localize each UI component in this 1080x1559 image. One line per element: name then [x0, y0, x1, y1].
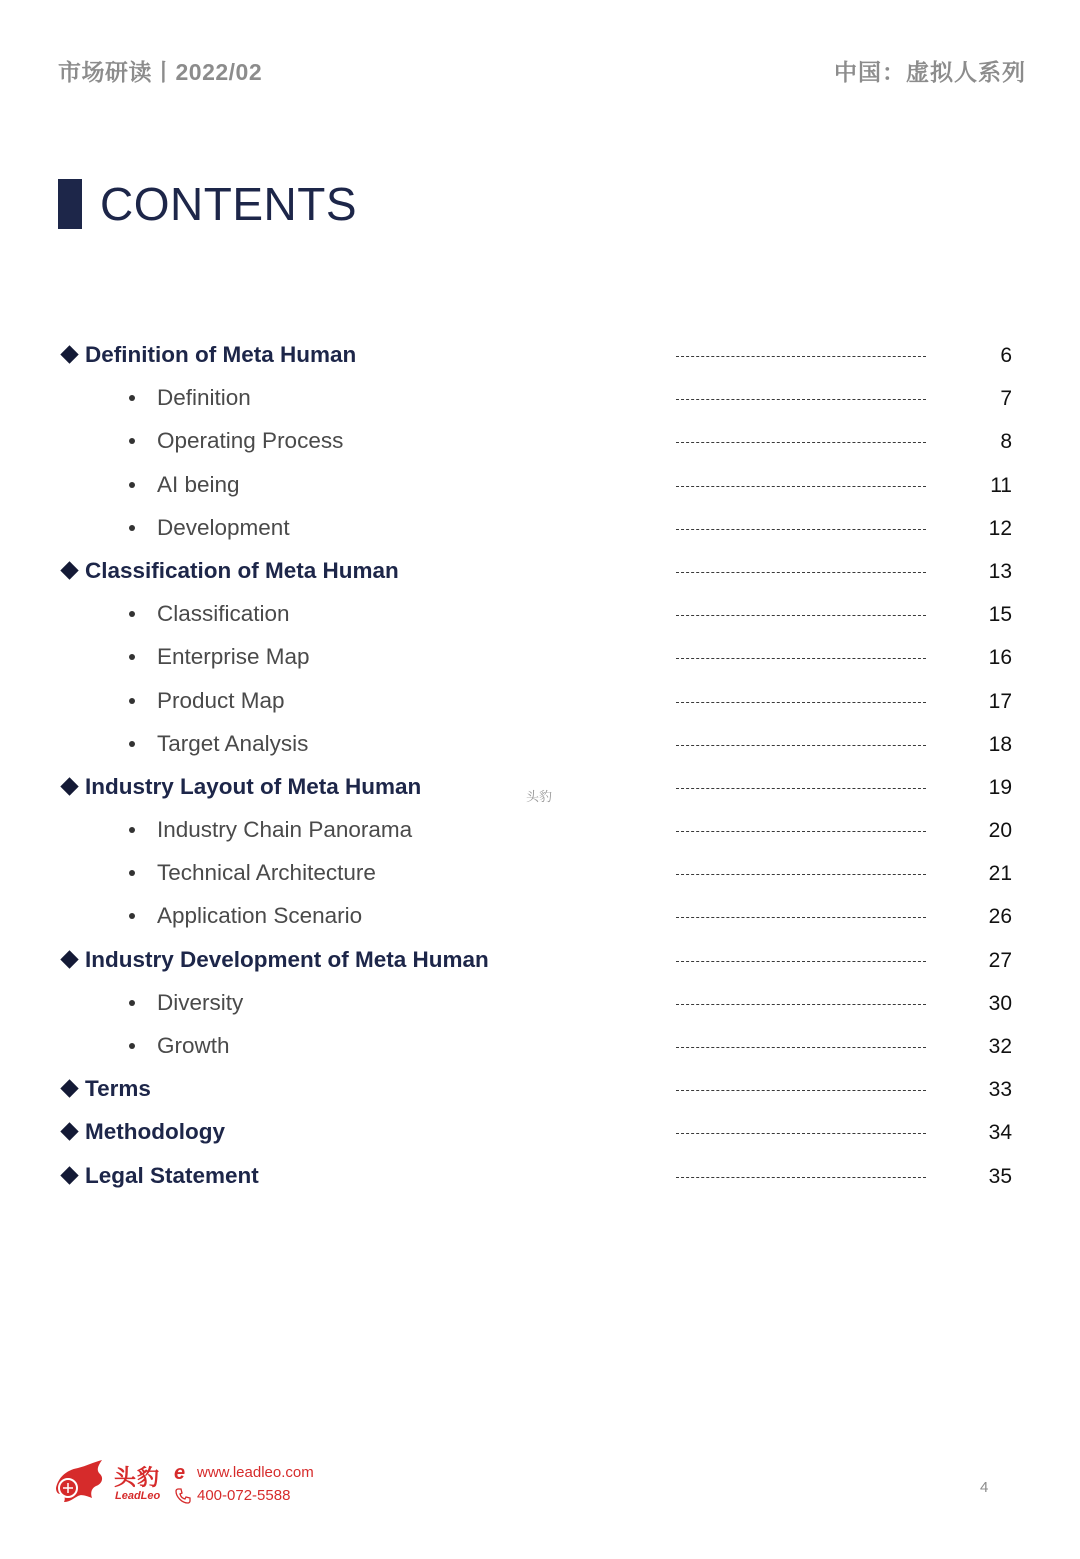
diamond-bullet-icon [60, 1166, 78, 1184]
website-link[interactable]: www.leadleo.com [197, 1464, 314, 1481]
toc-entry-label: Definition [157, 385, 251, 411]
dotted-leader [676, 1133, 926, 1134]
toc-page-number: 27 [988, 948, 1012, 972]
dot-bullet-icon [129, 1000, 135, 1006]
toc-section-row[interactable] [0, 1155, 1080, 1198]
dot-bullet-icon [129, 741, 135, 747]
toc-section-row[interactable] [0, 1068, 1080, 1111]
page-number: 4 [980, 1479, 989, 1496]
dot-bullet-icon [129, 654, 135, 660]
toc-page-number: 7 [1000, 387, 1012, 411]
dotted-leader [676, 1004, 926, 1005]
report-topic-label: 中国：虚拟人系列 [834, 59, 1026, 85]
toc-entry-label: Methodology [85, 1119, 225, 1145]
table-of-contents [0, 334, 1080, 1198]
toc-page-number: 34 [988, 1121, 1012, 1145]
toc-entry-label: Target Analysis [157, 730, 309, 756]
toc-entry-label: Legal Statement [85, 1162, 259, 1188]
toc-entry-label: Development [157, 514, 290, 540]
dotted-leader [676, 529, 926, 530]
toc-subsection-row[interactable] [0, 680, 1080, 723]
toc-section-row[interactable] [0, 1111, 1080, 1154]
diamond-bullet-icon [60, 345, 78, 363]
dot-bullet-icon [129, 525, 135, 531]
toc-page-number: 6 [1000, 344, 1012, 367]
watermark: 头豹 [526, 789, 553, 804]
dot-bullet-icon [129, 482, 135, 488]
toc-subsection-row[interactable] [0, 636, 1080, 679]
phone-icon [174, 1487, 192, 1505]
dotted-leader [676, 399, 926, 400]
toc-page-number: 35 [988, 1164, 1012, 1188]
toc-entry-label: Enterprise Map [157, 644, 310, 670]
toc-page-number: 15 [988, 603, 1012, 627]
toc-page-number: 12 [988, 516, 1012, 540]
report-series-label: 市场研读丨2022/02 [58, 59, 263, 85]
toc-entry-label: Product Map [157, 687, 285, 713]
dot-bullet-icon [129, 438, 135, 444]
toc-entry-label: Growth [157, 1033, 230, 1058]
dot-bullet-icon [129, 913, 135, 919]
toc-page-number: 33 [988, 1078, 1012, 1102]
dotted-leader [676, 831, 926, 832]
toc-page-number: 21 [988, 862, 1012, 886]
brand-name-cn: 头豹 [114, 1465, 161, 1490]
dotted-leader [676, 572, 926, 573]
dotted-leader [676, 745, 926, 746]
toc-subsection-row[interactable] [0, 507, 1080, 550]
toc-entry-label: Classification of Meta Human [85, 557, 399, 583]
toc-page-number: 19 [988, 775, 1012, 799]
toc-page-number: 20 [988, 819, 1012, 843]
toc-section-row[interactable] [0, 939, 1080, 982]
dotted-leader [676, 788, 926, 789]
dotted-leader [676, 486, 926, 487]
toc-entry-label: Diversity [157, 989, 244, 1015]
toc-section-row[interactable] [0, 550, 1080, 593]
toc-entry-label: Technical Architecture [157, 860, 376, 886]
brand-name-en: LeadLeo [115, 1490, 161, 1502]
toc-subsection-row[interactable] [0, 809, 1080, 852]
toc-page-number: 16 [988, 646, 1012, 670]
toc-subsection-row[interactable] [0, 377, 1080, 420]
title-accent-bar [58, 179, 82, 229]
dot-bullet-icon [129, 1043, 135, 1049]
toc-entry-label: Application Scenario [157, 903, 363, 929]
dotted-leader [676, 1047, 926, 1048]
toc-entry-label: Industry Development of Meta Human [85, 946, 489, 972]
diamond-bullet-icon [60, 1079, 78, 1097]
toc-entry-label: Industry Chain Panorama [157, 817, 413, 843]
dotted-leader [676, 874, 926, 875]
toc-subsection-row[interactable] [0, 464, 1080, 507]
diamond-bullet-icon [60, 1123, 78, 1141]
toc-page-number: 30 [988, 991, 1012, 1015]
diamond-bullet-icon [60, 561, 78, 579]
dotted-leader [676, 702, 926, 703]
dot-bullet-icon [129, 611, 135, 617]
toc-subsection-row[interactable] [0, 982, 1080, 1025]
dot-bullet-icon [129, 395, 135, 401]
diamond-bullet-icon [60, 777, 78, 795]
toc-page-number: 13 [988, 559, 1012, 583]
dotted-leader [676, 1177, 926, 1178]
dotted-leader [676, 356, 926, 357]
toc-subsection-row[interactable] [0, 723, 1080, 766]
toc-entry-label: Operating Process [157, 428, 344, 454]
toc-page-number: 17 [988, 689, 1012, 713]
web-icon: e [174, 1462, 186, 1484]
toc-entry-label: Industry Layout of Meta Human [85, 773, 422, 799]
dotted-leader [676, 658, 926, 659]
phone-number: 400-072-5588 [197, 1487, 291, 1504]
toc-subsection-row[interactable] [0, 852, 1080, 895]
toc-subsection-row[interactable] [0, 420, 1080, 463]
toc-page-number: 18 [988, 732, 1012, 756]
toc-page-number: 11 [990, 473, 1012, 497]
dotted-leader [676, 1090, 926, 1091]
toc-page-number: 26 [988, 905, 1012, 929]
toc-subsection-row[interactable] [0, 1025, 1080, 1068]
dot-bullet-icon [129, 870, 135, 876]
dotted-leader [676, 442, 926, 443]
page-title: CONTENTS [100, 178, 357, 230]
dot-bullet-icon [129, 827, 135, 833]
dot-bullet-icon [129, 698, 135, 704]
toc-entry-label: Definition of Meta Human [85, 342, 357, 367]
toc-section-row[interactable] [0, 334, 1080, 377]
toc-entry-label: Classification [157, 601, 290, 627]
toc-entry-label: AI being [157, 471, 240, 497]
dotted-leader [676, 615, 926, 616]
toc-page-number: 32 [988, 1035, 1012, 1058]
toc-entry-label: Terms [85, 1076, 151, 1102]
diamond-bullet-icon [60, 950, 78, 968]
toc-page-number: 8 [1000, 430, 1012, 454]
dotted-leader [676, 961, 926, 962]
dotted-leader [676, 917, 926, 918]
leadleo-logo-icon [52, 1458, 108, 1506]
toc-subsection-row[interactable] [0, 593, 1080, 636]
toc-subsection-row[interactable] [0, 895, 1080, 938]
